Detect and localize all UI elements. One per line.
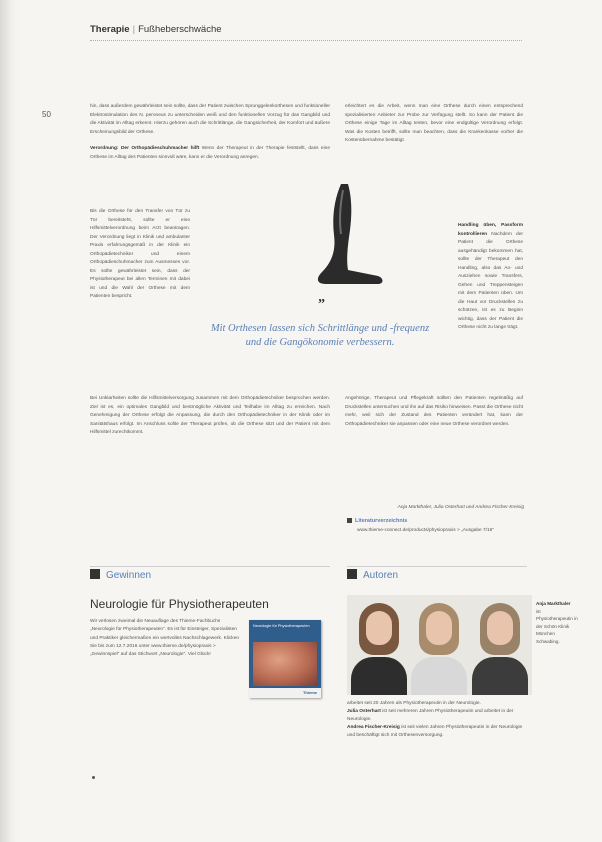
author3-name: Andrea Fischer-Kreisig: [347, 725, 400, 730]
page-number: 50: [42, 110, 51, 119]
header-section: Therapie: [90, 24, 130, 35]
running-header: [90, 24, 222, 35]
verordnung-text: Wenn der Therapeut in der Therapie feststellt, dass eine Orthese im Alltag des Patienten sinnvoll wäre, kann er die Verordnung anregen.: [90, 146, 330, 160]
author2-name: Julia Osterhart: [347, 709, 381, 714]
author2-text: ist seit mehreren Jahren Physiotherapeutin und arbeitet in der Neurologie.: [347, 709, 514, 722]
gewinnen-heading: Gewinnen: [106, 570, 152, 581]
page-fold-shadow: [0, 0, 18, 842]
orthosis-illustration: [286, 180, 396, 290]
author1-text: ist Physiotherapeutin in der Schön Klinik München Schwabing.: [536, 608, 578, 644]
pull-quote: Mit Orthesen lassen sich Schrittlänge und -frequenz und die Gangökonomie verbessern.: [210, 323, 430, 348]
book-description: Wir verlosen zweimal die Neuauflage des Thieme-Fachbuchs „Neurologie für Physiotherapeuten“. Es ist für Einsteiger, Spezialisten und Praktiker gleichermaßen ein wertvolles Nachschlagewerk. Klicken Sie bis zum 12.7.2016 unter www.thieme.de/physiopraxis > „Gewinnspiel“ auf das Stichwort „Neurologie“. Viel Glück!: [90, 619, 240, 658]
autoren-heading: Autoren: [363, 570, 399, 581]
author-photo-3: [468, 595, 532, 695]
paragraph-handling: [458, 222, 523, 333]
author-bios: [347, 700, 527, 740]
pencil-icon: [347, 569, 357, 579]
cover-title: Neurologie für Physiotherapeuten: [253, 624, 310, 628]
references-label-text: Literaturverzeichnis: [355, 518, 408, 524]
references-link[interactable]: www.thieme-connect.de/products/physiopraxis > „Ausgabe 7/16“: [357, 528, 494, 533]
body-column-right-top: [345, 103, 523, 154]
paragraph-left-bottom: Bei Unklarheiten sollte die Hilfsmittelversorgung zusammen mit dem Orthopädietechniker besprochen werden. Ziel ist es, ein optimales Gangbild und bestmögliche Aktivität und Teilhabe im Alltag zu erreichen. Nach Genehmigung der Orthese erfolgt die Anpassung, die durch den Orthopädietechniker in der Klinik oder im Sanitätshaus erfolgt. Im Anschluss sollte der Therapeut prüfen, ob die Orthese sitzt und der Patient mit dem Hilfsmittel zurechtkommt.: [90, 396, 330, 435]
cover-publisher: Thieme: [302, 690, 317, 695]
body-column-narrow-left: [90, 208, 190, 310]
body-column-left-top: [90, 103, 330, 170]
handling-text: Nachdem der Patient die Orthese ausgehändigt bekommen hat, sollte der Therapeut den Handling, also das An- und Ausziehen sowie Transfers, Gehen und Treppensteigen mit dem Patienten üben. Um die Haut vor Druckstellen zu schützen, ist es zu Beginn wichtig, dass der Patient die Orthese nicht zu lange trägt.: [458, 231, 523, 330]
body-column-right-bottom: [345, 395, 523, 437]
cover-image: [253, 642, 317, 686]
gift-icon: [90, 569, 100, 579]
paragraph-right-intro: erleichtert es die Arbeit, wenn man eine Orthese durch einen entsprechend spezialisierten Anbieter zur Probe zur Verfügung stellt. So kann der Patient die Orthese einige Tage im Alltag testen, bevor eine endgültige Verordnung erfolgt. Was die Kosten betrifft, sollte man beachten, dass die Krankenkasse vorher die Kostenübernahme bestätigt.: [345, 104, 523, 143]
references-icon: [347, 518, 352, 523]
body-column-left-bottom: [90, 395, 330, 446]
bottom-marker: [92, 776, 95, 779]
references-label: [347, 518, 407, 524]
gewinnen-section-header: [90, 566, 330, 583]
author1-bio-intro: arbeitet seit 20 Jahren als Physiotherapeutin in der Neurologie.: [347, 701, 481, 706]
header-separator: |: [132, 24, 136, 35]
orthosis-shell: [318, 184, 383, 284]
book-cover: [249, 620, 321, 698]
pull-quote-mark: ”: [318, 297, 325, 312]
header-rule: [90, 40, 522, 41]
cover-footer: [249, 688, 321, 698]
paragraph-narrow-left: Bis die Orthese für den Transfer von Tür zu Tür bereitsteht, sollte er eine Hilfsmittelverordnung beim Arzt beantragen. Der Verordnung liegt in Klinik und ambulanter Praxis erfahrungsgemäß in der Klinik ein Orthopädietechniker und einem Orthopädieschuhmacher zum Ausmessen vor. Es sollte gewährleistet sein, dass der Physiotherapeut bei allen Terminen mit dabei ist und die Wahl der Orthese mit dem Patienten bespricht.: [90, 209, 190, 299]
author-side-caption: [536, 600, 578, 645]
autoren-section-header: [347, 566, 527, 583]
author-photo-1: [347, 595, 411, 695]
body-column-narrow-right: [458, 222, 523, 341]
header-topic: Fußheberschwäche: [138, 24, 222, 35]
paragraph-intro: hin, dass außerdem gewährleistet sein sollte, dass der Patient zwischen Sprunggelenkorthesen und funktioneller Elektrostimulation des N. peroneus zu unterscheiden weiß und den funktionellen Vorzug für das Gangbild und die Aktivität im Alltag erkennt. Hierzu gehören auch die Schrittlänge, die Gangsicherheit, der Komfort und äußere Erscheinungsbild der Orthese.: [90, 104, 330, 135]
author-photo-2: [407, 595, 471, 695]
book-title: Neurologie für Physiotherapeuten: [90, 597, 269, 611]
author3-text: ist seit vielen Jahren Physiotherapeutin in der Neurologie und beschäftigt sich mit Orthesenversorgung.: [347, 725, 523, 738]
author1-name: Anja Markthaler: [536, 601, 571, 606]
subhead-handling: Handling üben, Passform kontrollieren: [458, 223, 523, 237]
paragraph-verordnung: [90, 145, 330, 162]
article-authors: Anja Markthaler, Julia Osterhart und Andrea Fischer-Kreisig: [397, 505, 524, 510]
subhead-verordnung: Verordnung: Der Orthopädieschuhmacher hilft: [90, 146, 200, 151]
paragraph-right-bottom: Angehörige, Therapeut und Pflegekraft sollten den Patienten regelmäßig auf Druckstellen untersuchen und ihn auf das Risiko hinweisen. Passt die Orthese nicht mehr, weil sich der Zustand des Patienten verändert hat, kann der Orthopädietechniker sie anpassen oder eine neue Orthese verordnet werden.: [345, 396, 523, 427]
